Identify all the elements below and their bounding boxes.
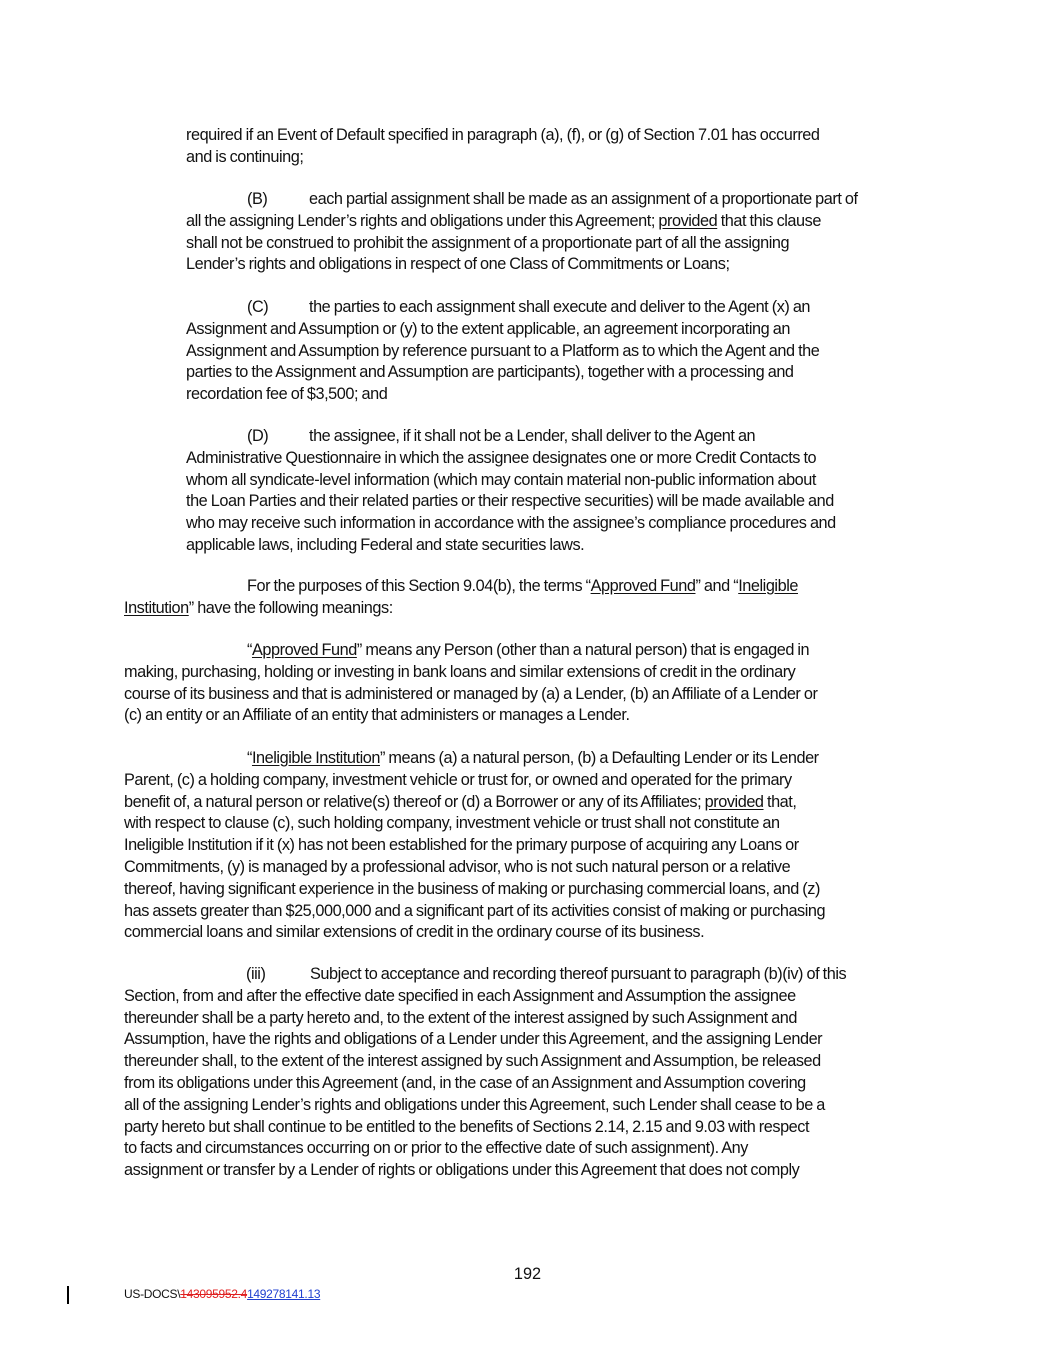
defined-term-provided: provided [704,792,764,811]
text-line [124,640,817,662]
paragraph-continuation-a [186,125,820,169]
text-line: Parent, (c) a holding company, investment vehicle or trust for, or owned and operated for the primary [124,770,792,789]
text-line: has assets greater than $25,000,000 and a significant part of its activities consist of making or purchasing [124,901,826,920]
text-line [186,189,858,211]
text-line: Assignment and Assumption or (y) to the extent applicable, an agreement incorporating an [186,319,790,338]
text-run: that this clause [717,211,821,230]
document-id-prefix: US-DOCS\ [124,1287,181,1301]
text-line: from its obligations under this Agreement (and, in the case of an Assignment and Assumption covering [124,1073,806,1092]
text-line: to facts and circumstances occurring on or prior to the effective date of such assignment). Any [124,1139,748,1158]
text-line: who may receive such information in accordance with the assignee’s compliance procedures and [186,514,836,533]
text-run: benefit of, a natural person or relative(s) thereof or (d) a Borrower or any of its Affiliates; [124,792,705,811]
text-line: Commitments, (y) is managed by a professional advisor, who is not such natural person or a relative [124,857,791,876]
text-run: the parties to each assignment shall execute and deliver to the Agent (x) an [309,298,811,316]
text-line: Lender’s rights and obligations in respect of one Class of Commitments or Loans; [186,255,730,274]
paragraph-clause-c [186,297,819,406]
defined-term-institution: Institution [124,598,189,617]
clause-label: (C) [247,298,269,316]
paragraph-clause-iii [124,964,846,1182]
clause-label: (iii) [246,965,266,983]
text-run: “ [247,641,252,659]
text-run: “ [247,749,252,767]
text-line [186,211,858,233]
text-line [124,598,798,620]
defined-term-approved-fund: Approved Fund [251,641,357,659]
paragraph-ineligible-institution-definition [124,748,825,944]
text-run: For the purposes of this Section 9.04(b), the terms “ [247,577,591,595]
text-run: ” means any Person (other than a natural person) that is engaged in [356,641,810,659]
text-line: making, purchasing, holding or investing in bank loans and similar extensions of credit in the ordinary [124,662,796,681]
document-id-inserted: 149278141.13 [247,1287,321,1301]
text-line: Section, from and after the effective date specified in each Assignment and Assumption the assignee [124,986,796,1005]
text-line: whom all syndicate-level information (which may contain material non-public information about [186,470,816,489]
text-line: Administrative Questionnaire in which the assignee designates one or more Credit Contacts to [186,448,817,467]
paragraph-clause-d [186,426,836,557]
text-line: thereof, having significant experience in the business of making or purchasing commercial loans, and (z) [124,879,820,898]
text-line: party hereto but shall continue to be entitled to the benefits of Sections 2.14, 2.15 and 9.03 with respect [124,1117,810,1136]
text-line [124,576,798,598]
text-run: that, [763,792,797,811]
defined-term-ineligible-institution: Ineligible Institution [251,749,380,767]
text-line: Assignment and Assumption by reference pursuant to a Platform as to which the Agent and the [186,341,820,360]
text-line: thereunder shall be a party hereto and, to the extent of the interest assigned by such Assignment and [124,1008,797,1027]
text-run: the assignee, if it shall not be a Lender, shall deliver to the Agent an [309,427,756,445]
text-run: all the assigning Lender’s rights and obligations under this Agreement; [186,211,659,230]
text-line [124,792,825,814]
text-line: thereunder shall, to the extent of the interest assigned by such Assignment and Assumption, be released [124,1052,821,1071]
defined-term-provided: provided [658,211,718,230]
paragraph-approved-fund-definition [124,640,817,727]
defined-term-ineligible: Ineligible [738,577,798,595]
revision-change-bar [67,1286,69,1304]
text-run: ” means (a) a natural person, (b) a Defaulting Lender or its Lender [379,749,819,767]
text-line: shall not be construed to prohibit the assignment of a proportionate part of all the assigning [186,233,790,252]
text-line: Ineligible Institution if it (x) has not been established for the primary purpose of acquiring any Loans or [124,836,799,855]
document-id [124,1287,320,1301]
text-line [124,748,825,770]
text-line: with respect to clause (c), such holding company, investment vehicle or trust shall not constitute an [124,814,780,833]
document-id-deleted: 143095952.4 [180,1287,248,1301]
text-line: course of its business and that is administered or managed by (a) a Lender, (b) an Affiliate of a Lender or [124,684,818,703]
clause-label: (B) [247,190,268,208]
text-run: ” and “ [695,577,739,595]
text-line [186,297,819,319]
paragraph-definitions-intro [124,576,798,620]
text-line: the Loan Parties and their related parties or their respective securities) will be made available and [186,492,834,511]
text-line: applicable laws, including Federal and state securities laws. [186,535,585,554]
text-line: and is continuing; [186,147,304,166]
text-line [186,426,836,448]
page-number: 192 [513,1265,542,1283]
text-line: assignment or transfer by a Lender of rights or obligations under this Agreement that does not comply [124,1161,800,1180]
text-line: required if an Event of Default specified in paragraph (a), (f), or (g) of Section 7.01 has occurred [186,126,820,144]
text-run: ” have the following meanings: [188,598,393,617]
clause-label: (D) [247,427,269,445]
text-line: parties to the Assignment and Assumption are participants), together with a processing and [186,363,794,382]
text-line: Assumption, have the rights and obligations of a Lender under this Agreement, and the assigning Lender [124,1030,823,1049]
text-line: recordation fee of $3,500; and [186,385,388,404]
text-line: (c) an entity or an Affiliate of an entity that administers or manages a Lender. [124,706,630,725]
text-run: each partial assignment shall be made as an assignment of a proportionate part of [309,190,858,208]
defined-term-approved-fund: Approved Fund [590,577,696,595]
paragraph-clause-b [186,189,858,276]
text-line [124,964,846,986]
text-line: commercial loans and similar extensions of credit in the ordinary course of its business. [124,923,705,942]
text-run: Subject to acceptance and recording thereof pursuant to paragraph (b)(iv) of this [310,965,847,983]
text-line: all of the assigning Lender’s rights and obligations under this Agreement, such Lender shall cease to be a [124,1095,825,1114]
